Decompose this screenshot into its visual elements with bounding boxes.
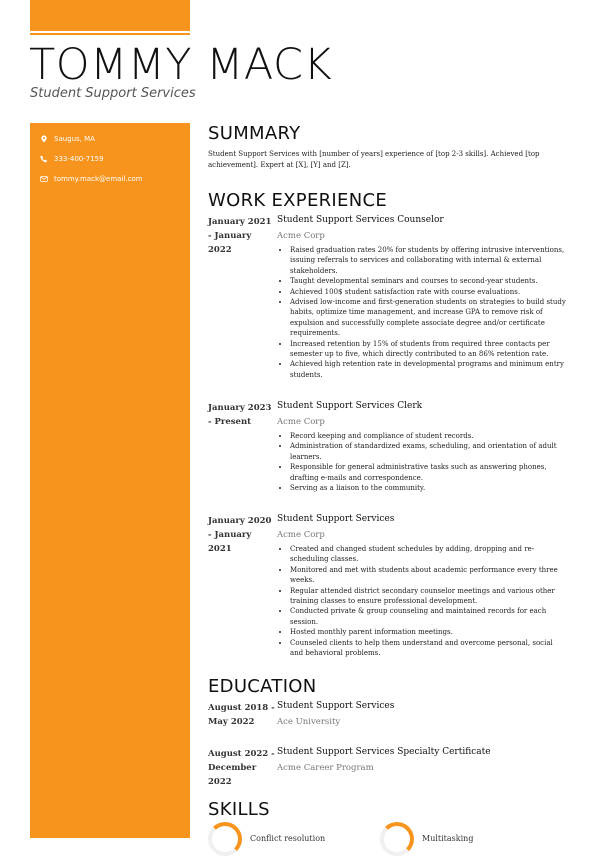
- bullet-item: • Raised graduation rates 20% for students by offering intrusive interventions, issuing referrals to services and collaborating with internal & external stakeholders.: [290, 245, 566, 276]
- work-date: January 2020 - January 2021: [208, 516, 272, 554]
- candidate-role: Student Support Services: [30, 86, 196, 101]
- mail-icon: [40, 175, 48, 183]
- bullet-item: • Administration of standardized exams, scheduling, and orientation of adult learners.: [290, 441, 566, 462]
- header-accent-line: [30, 33, 190, 35]
- bullet-item: • Taught developmental seminars and courses to second-year students.: [290, 276, 566, 286]
- bullet-item: • Achieved 100$ student satisfaction rate with course evaluations.: [290, 287, 566, 297]
- education-date: August 2018 - May 2022: [208, 703, 275, 727]
- bullet-item: • Record keeping and compliance of student records.: [290, 431, 566, 441]
- job-bullets: [290, 431, 566, 493]
- bullet-item: • Created and changed student schedules by adding, dropping and re-scheduling classes.: [290, 544, 566, 565]
- bullet-item: • Achieved high retention rate in developmental programs and minimum entry students.: [290, 359, 566, 380]
- location-pin-icon: [40, 135, 48, 143]
- skill-level-ring: [208, 822, 242, 856]
- school-name: Acme Career Program: [277, 763, 374, 773]
- job-title: Student Support Services: [277, 514, 395, 524]
- location-text: Saugus, MA: [54, 135, 95, 143]
- bullet-item: • Regular attended district secondary counselor meetings and various other training classes to ensure professional development.: [290, 586, 566, 607]
- company-name: Acme Corp: [277, 417, 325, 427]
- bullet-item: • Hosted monthly parent information meetings.: [290, 627, 566, 637]
- skill-label: Conflict resolution: [250, 834, 326, 843]
- skill-item: [380, 822, 473, 856]
- skill-item: [208, 822, 325, 856]
- summary-heading: SUMMARY: [208, 123, 301, 144]
- bullet-item: • Counseled clients to help them understand and overcome personal, social and behavioral problems.: [290, 638, 566, 659]
- summary-text: Student Support Services with [number of years] experience of [top 2-3 skills]. Achieved [top achievement]. Expert at [X], [Y] and [Z].: [208, 150, 540, 169]
- work-date: January 2023 - Present: [208, 403, 272, 427]
- job-title: Student Support Services Clerk: [277, 401, 423, 411]
- bullet-item: • Serving as a liaison to the community.: [290, 483, 566, 493]
- work-date: January 2021 - January 2022: [208, 217, 272, 255]
- bullet-item: • Responsible for general administrative tasks such as answering phones, drafting e-mails and correspondence.: [290, 462, 566, 483]
- company-name: Acme Corp: [277, 530, 325, 540]
- bullet-item: • Increased retention by 15% of students from required three contacts per semester up to five, which directly contributed to an 86% retention rate.: [290, 339, 566, 360]
- bullet-item: • Monitored and met with students about academic performance every three weeks.: [290, 565, 566, 586]
- contact-location: [40, 135, 95, 143]
- company-name: Acme Corp: [277, 231, 325, 241]
- education-date: August 2022 - December 2022: [208, 749, 275, 787]
- education-heading: EDUCATION: [208, 676, 317, 697]
- skill-label: Multitasking: [422, 834, 474, 843]
- school-name: Ace University: [277, 717, 341, 727]
- header-accent-bar: [30, 0, 190, 31]
- phone-icon: [40, 155, 48, 163]
- job-title: Student Support Services Counselor: [277, 215, 444, 225]
- job-bullets: [290, 544, 566, 658]
- phone-text: 333-400-7159: [54, 155, 104, 163]
- education-title: Student Support Services Specialty Certificate: [277, 747, 491, 757]
- email-text[interactable]: tommy.mack@email.com: [54, 175, 143, 183]
- skill-level-ring: [380, 822, 414, 856]
- skills-heading: SKILLS: [208, 799, 270, 820]
- work-experience-heading: WORK EXPERIENCE: [208, 190, 388, 211]
- job-bullets: [290, 245, 566, 380]
- sidebar-panel: [30, 123, 190, 838]
- bullet-item: • Advised low-income and first-generation students on strategies to build study habits, optimize time management, and increase GPA to remove risk of expulsion and successfully complete associate degree and/or certificate requirements.: [290, 297, 566, 339]
- bullet-item: • Conducted private & group counseling and maintained records for each session.: [290, 606, 566, 627]
- education-title: Student Support Services: [277, 701, 395, 711]
- contact-email[interactable]: [40, 175, 143, 183]
- contact-phone: [40, 155, 104, 163]
- candidate-name: TOMMY MACK: [29, 40, 333, 90]
